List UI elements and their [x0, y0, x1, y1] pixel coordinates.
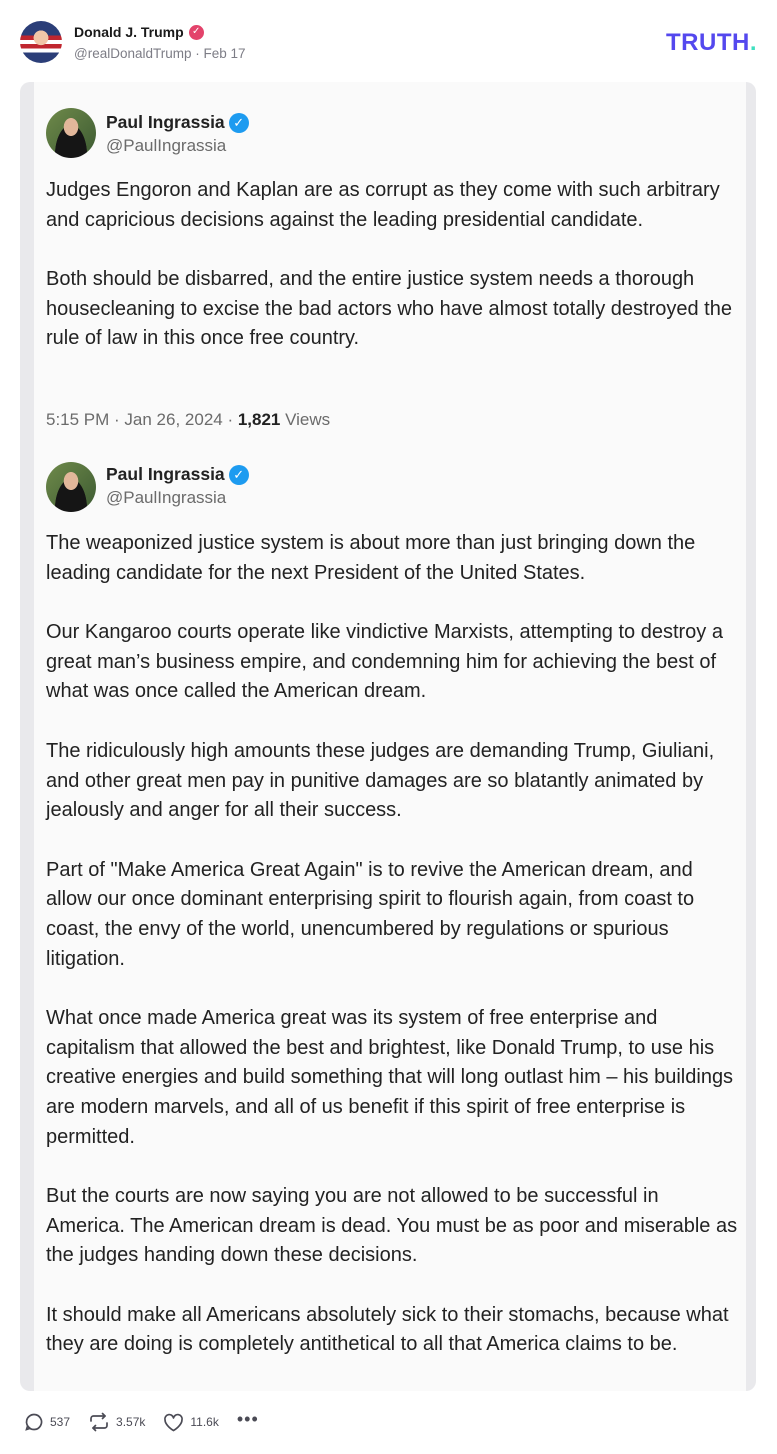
like-count: 11.6k: [190, 1415, 219, 1429]
tweet-views-label: Views: [280, 410, 331, 429]
truth-logo-text: TRUTH: [666, 29, 750, 56]
tweet-paragraph: Judges Engoron and Kaplan are as corrupt as they come with such arbitrary and capricious decisions against the leading presidential candidate.: [46, 179, 720, 231]
screenshot-image: [34, 82, 746, 1391]
post-media-image[interactable]: [20, 82, 756, 1391]
tweet-paragraph: Our Kangaroo courts operate like vindictive Marxists, attempting to destroy a great man’s business empire, and condemning him for achieving the best of what was once called the American dream.: [46, 621, 723, 703]
tweet-paragraph: It should make all Americans absolutely sick to their stomachs, because what they are doing is completely antithetical to all that America claims to be.: [46, 1303, 729, 1356]
reply-icon: [24, 1412, 44, 1432]
reply-button[interactable]: [24, 1412, 70, 1432]
verified-badge-icon: ✓: [229, 465, 249, 485]
post-header: [20, 20, 757, 66]
tweet-text: [46, 176, 741, 354]
retruth-icon: [88, 1412, 110, 1432]
post-date[interactable]: Feb 17: [203, 46, 246, 61]
tweet-text: [46, 529, 741, 1360]
retruth-count: 3.57k: [116, 1415, 146, 1429]
truth-logo-dot: .: [749, 29, 757, 56]
tweet-author-name: Paul Ingrassia: [106, 464, 225, 484]
tweet-paragraph: Both should be disbarred, and the entire justice system needs a thorough housecleaning to excise the bad actors who have almost totally destroyed the rule of law in this once free country.: [46, 268, 732, 350]
retruth-button[interactable]: [88, 1412, 145, 1432]
author-name[interactable]: Donald J. Trump: [74, 24, 184, 40]
truth-logo[interactable]: [666, 29, 757, 57]
separator-dot: ·: [195, 46, 200, 61]
more-options-icon[interactable]: •••: [236, 1409, 259, 1429]
tweet-paragraph: What once made America great was its system of free enterprise and capitalism that allowed the best and brightest, like Donald Trump, to use his creative energies and build something that will long outlast him – his buildings are modern marvels, and all of us benefit if this spirit of free enterprise is permitted.: [46, 1007, 734, 1148]
tweet-meta: [46, 410, 330, 430]
tweet-paragraph: Part of "Make America Great Again" is to revive the American dream, and allow our once dominant enterprising spirit to flourish again, from coast to coast, the envy of the world, unencumbered by regulations or spurious litigation.: [46, 858, 695, 970]
author-handle[interactable]: @realDonaldTrump: [74, 46, 192, 61]
tweet-name-row: [106, 464, 249, 485]
reply-count: 537: [50, 1415, 71, 1429]
tweet-avatar: [46, 462, 96, 512]
tweet-paragraph: The weaponized justice system is about more than just bringing down the leading candidate for the next President of the United States.: [46, 532, 696, 584]
heart-icon: [163, 1413, 184, 1432]
tweet-author-handle: @PaulIngrassia: [106, 488, 227, 507]
tweet-paragraph: But the courts are now saying you are not allowed to be successful in America. The American dream is dead. You must be as poor and miserable as the judges handing down these decisions.: [46, 1185, 738, 1267]
verified-badge-icon: ✓: [189, 25, 204, 40]
tweet-timestamp: 5:15 PM · Jan 26, 2024 ·: [46, 410, 238, 429]
post-actions: [24, 1410, 259, 1434]
tweet-view-count: 1,821: [237, 410, 281, 429]
like-button[interactable]: [163, 1413, 218, 1432]
verified-badge-icon: ✓: [229, 113, 249, 133]
author-avatar[interactable]: [20, 21, 62, 63]
author-name-row: [74, 24, 204, 40]
tweet-paragraph: The ridiculously high amounts these judges are demanding Trump, Giuliani, and other great men pay in punitive damages are so blatantly animated by jealously and anger for all their success.: [46, 739, 715, 822]
tweet-avatar: [46, 108, 96, 158]
tweet-author-name: Paul Ingrassia: [106, 112, 225, 132]
author-subline: [74, 46, 246, 61]
tweet-author-handle: @PaulIngrassia: [106, 136, 227, 155]
tweet-name-row: [106, 112, 249, 133]
